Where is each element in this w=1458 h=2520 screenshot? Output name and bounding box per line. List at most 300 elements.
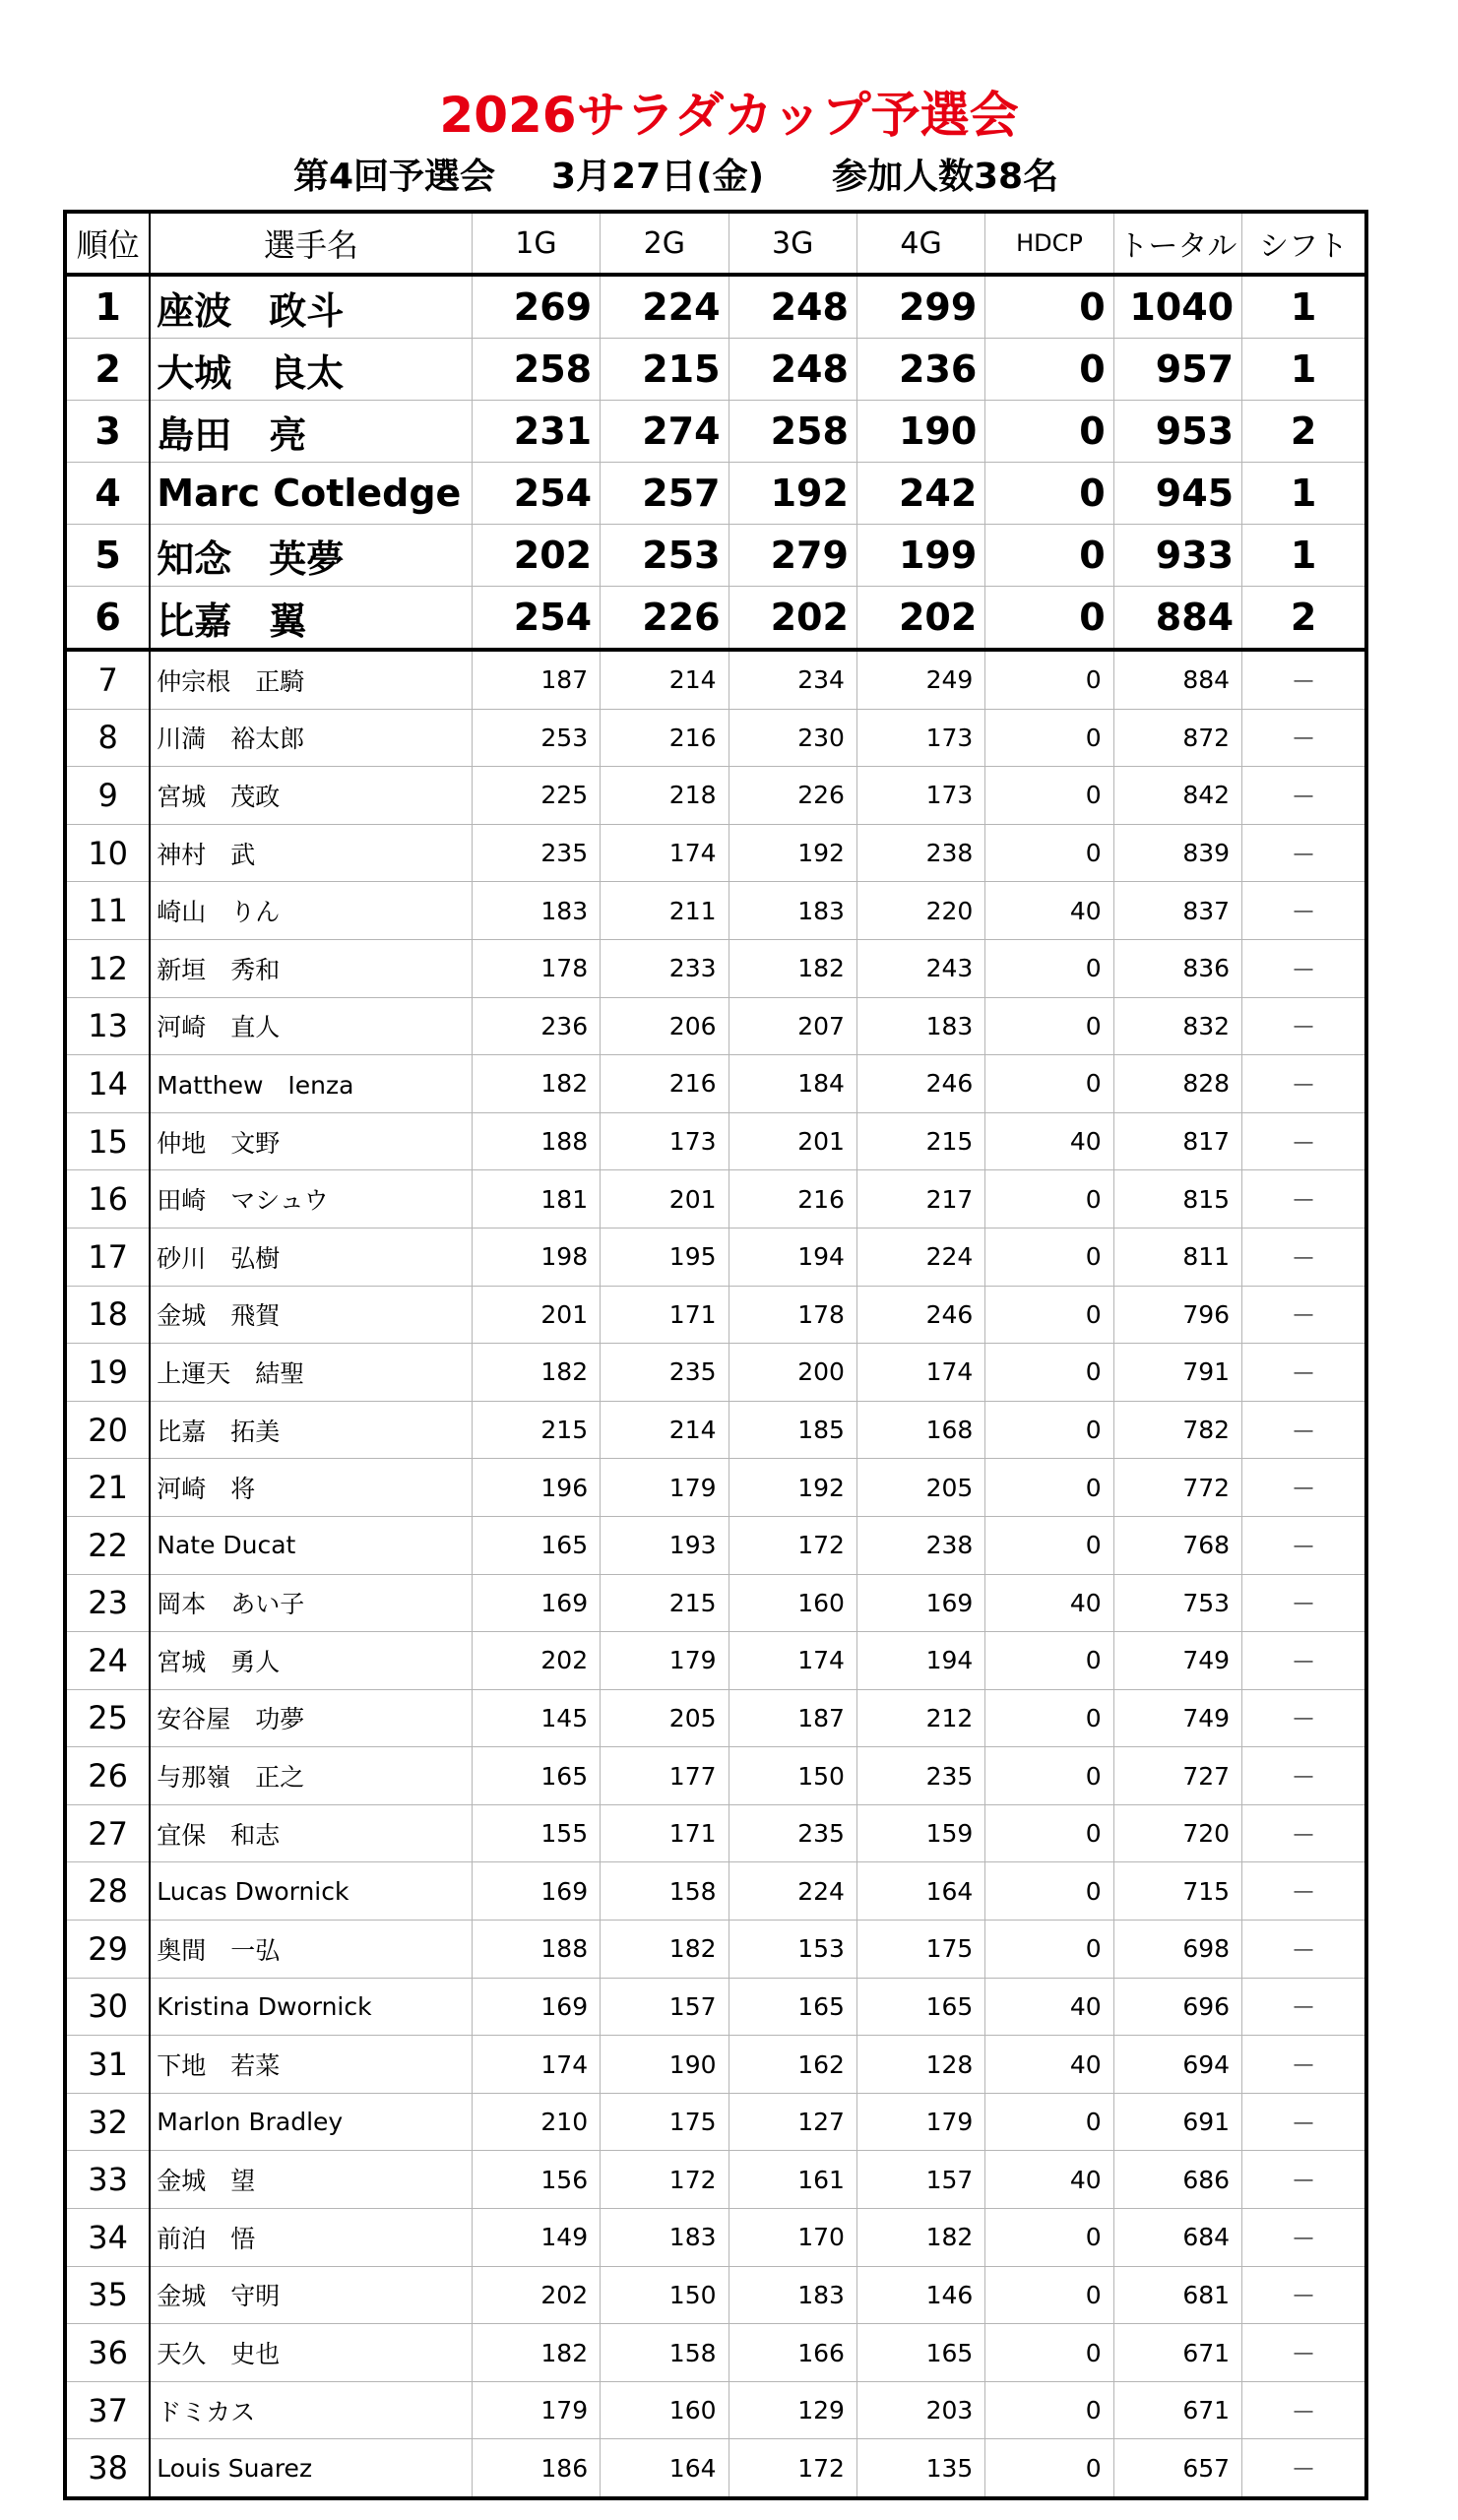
total-cell: 696 — [1113, 1978, 1241, 2036]
game3-cell: 178 — [729, 1286, 856, 1344]
game4-cell: 202 — [856, 587, 984, 651]
total-cell: 772 — [1113, 1459, 1241, 1517]
game4-cell: 165 — [856, 2324, 984, 2382]
total-cell: 657 — [1113, 2439, 1241, 2498]
total-cell: 953 — [1113, 401, 1241, 463]
hdcp-cell: 0 — [985, 1689, 1113, 1747]
table-row — [65, 1055, 1366, 1113]
game4-cell: 135 — [856, 2439, 984, 2498]
game2-cell: 183 — [601, 2209, 729, 2267]
rank-cell: 15 — [65, 1112, 150, 1170]
rank-cell: 27 — [65, 1804, 150, 1862]
game2-cell: 150 — [601, 2266, 729, 2324]
page-title: 2026サラダカップ予選会 — [439, 87, 1019, 144]
hdcp-cell: 0 — [985, 587, 1113, 651]
game4-cell: 212 — [856, 1689, 984, 1747]
shift-cell: 1 — [1242, 339, 1366, 401]
game1-cell: 149 — [472, 2209, 600, 2267]
name-cell: 上運天 結聖 — [150, 1344, 472, 1402]
name-cell: 宮城 勇人 — [150, 1632, 472, 1690]
game1-cell: 254 — [472, 463, 600, 525]
hdcp-cell: 40 — [985, 1978, 1113, 2036]
name-cell: 比嘉 拓美 — [150, 1401, 472, 1459]
game2-cell: 157 — [601, 1978, 729, 2036]
table-row — [65, 1401, 1366, 1459]
name-cell: 与那嶺 正之 — [150, 1747, 472, 1805]
total-cell: 782 — [1113, 1401, 1241, 1459]
table-row — [65, 1689, 1366, 1747]
table-row — [65, 1632, 1366, 1690]
total-cell: 811 — [1113, 1228, 1241, 1286]
col-header-total: トータル — [1113, 212, 1241, 275]
game3-cell: 187 — [729, 1689, 856, 1747]
game1-cell: 178 — [472, 939, 600, 997]
game3-cell: 226 — [729, 767, 856, 825]
total-cell: 839 — [1113, 824, 1241, 882]
rank-cell: 19 — [65, 1344, 150, 1402]
game1-cell: 254 — [472, 587, 600, 651]
total-cell: 945 — [1113, 463, 1241, 525]
table-row — [65, 339, 1366, 401]
game4-cell: 238 — [856, 824, 984, 882]
rank-cell: 26 — [65, 1747, 150, 1805]
table-row — [65, 525, 1366, 587]
name-cell: 知念 英夢 — [150, 525, 472, 587]
game4-cell: 175 — [856, 1921, 984, 1979]
game4-cell: 243 — [856, 939, 984, 997]
game2-cell: 235 — [601, 1344, 729, 1402]
hdcp-cell: 40 — [985, 2151, 1113, 2209]
game3-cell: 166 — [729, 2324, 856, 2382]
game3-cell: 216 — [729, 1170, 856, 1228]
shift-cell: － — [1242, 767, 1366, 825]
name-cell: 金城 望 — [150, 2151, 472, 2209]
rank-cell: 8 — [65, 709, 150, 767]
game3-cell: 235 — [729, 1804, 856, 1862]
table-row — [65, 2093, 1366, 2151]
game3-cell: 172 — [729, 2439, 856, 2498]
total-cell: 933 — [1113, 525, 1241, 587]
shift-cell: － — [1242, 1804, 1366, 1862]
hdcp-cell: 0 — [985, 1344, 1113, 1402]
hdcp-cell: 0 — [985, 525, 1113, 587]
game2-cell: 171 — [601, 1804, 729, 1862]
col-header-1g: 1G — [472, 212, 600, 275]
game4-cell: 217 — [856, 1170, 984, 1228]
game1-cell: 155 — [472, 1804, 600, 1862]
game3-cell: 279 — [729, 525, 856, 587]
game3-cell: 192 — [729, 1459, 856, 1517]
rank-cell: 29 — [65, 1921, 150, 1979]
game4-cell: 199 — [856, 525, 984, 587]
total-cell: 837 — [1113, 882, 1241, 940]
game2-cell: 173 — [601, 1112, 729, 1170]
game2-cell: 158 — [601, 2324, 729, 2382]
table-row — [65, 1921, 1366, 1979]
col-header-hdcp: HDCP — [985, 212, 1113, 275]
game4-cell: 165 — [856, 1978, 984, 2036]
results-table — [63, 210, 1368, 2500]
hdcp-cell: 0 — [985, 767, 1113, 825]
game4-cell: 173 — [856, 767, 984, 825]
name-cell: Kristina Dwornick — [150, 1978, 472, 2036]
header-row — [65, 212, 1366, 275]
name-cell: ドミカス — [150, 2381, 472, 2439]
game2-cell: 172 — [601, 2151, 729, 2209]
game3-cell: 127 — [729, 2093, 856, 2151]
game3-cell: 174 — [729, 1632, 856, 1690]
rank-cell: 11 — [65, 882, 150, 940]
game4-cell: 220 — [856, 882, 984, 940]
game2-cell: 190 — [601, 2036, 729, 2094]
rank-cell: 35 — [65, 2266, 150, 2324]
rank-cell: 20 — [65, 1401, 150, 1459]
name-cell: Nate Ducat — [150, 1516, 472, 1574]
table-row — [65, 587, 1366, 651]
hdcp-cell: 0 — [985, 1401, 1113, 1459]
game2-cell: 224 — [601, 275, 729, 339]
hdcp-cell: 0 — [985, 401, 1113, 463]
game2-cell: 193 — [601, 1516, 729, 1574]
table-row — [65, 767, 1366, 825]
game4-cell: 173 — [856, 709, 984, 767]
hdcp-cell: 0 — [985, 339, 1113, 401]
game1-cell: 269 — [472, 275, 600, 339]
game4-cell: 238 — [856, 1516, 984, 1574]
game1-cell: 253 — [472, 709, 600, 767]
shift-cell: － — [1242, 1344, 1366, 1402]
total-cell: 715 — [1113, 1862, 1241, 1921]
name-cell: Lucas Dwornick — [150, 1862, 472, 1921]
total-cell: 749 — [1113, 1689, 1241, 1747]
game2-cell: 214 — [601, 650, 729, 709]
shift-cell: － — [1242, 1574, 1366, 1632]
table-row — [65, 1170, 1366, 1228]
table-row — [65, 1286, 1366, 1344]
game3-cell: 194 — [729, 1228, 856, 1286]
table-row — [65, 401, 1366, 463]
total-cell: 884 — [1113, 650, 1241, 709]
game3-cell: 153 — [729, 1921, 856, 1979]
game1-cell: 169 — [472, 1978, 600, 2036]
results-body — [65, 275, 1366, 2498]
game1-cell: 188 — [472, 1921, 600, 1979]
name-cell: 天久 史也 — [150, 2324, 472, 2382]
shift-cell: － — [1242, 1689, 1366, 1747]
game4-cell: 236 — [856, 339, 984, 401]
shift-cell: － — [1242, 2036, 1366, 2094]
round-label: 第4回予選会 — [293, 157, 496, 197]
total-cell: 671 — [1113, 2324, 1241, 2382]
shift-cell: － — [1242, 2324, 1366, 2382]
game1-cell: 202 — [472, 525, 600, 587]
game2-cell: 274 — [601, 401, 729, 463]
game2-cell: 164 — [601, 2439, 729, 2498]
event-date: 3月27日(金) — [551, 157, 765, 197]
hdcp-cell: 0 — [985, 1804, 1113, 1862]
table-row — [65, 939, 1366, 997]
rank-cell: 22 — [65, 1516, 150, 1574]
game3-cell: 150 — [729, 1747, 856, 1805]
shift-cell: － — [1242, 650, 1366, 709]
rank-cell: 7 — [65, 650, 150, 709]
table-row — [65, 2036, 1366, 2094]
game1-cell: 165 — [472, 1747, 600, 1805]
game3-cell: 258 — [729, 401, 856, 463]
game3-cell: 207 — [729, 997, 856, 1055]
game1-cell: 165 — [472, 1516, 600, 1574]
shift-cell: － — [1242, 709, 1366, 767]
hdcp-cell: 0 — [985, 997, 1113, 1055]
table-row — [65, 1228, 1366, 1286]
game3-cell: 192 — [729, 463, 856, 525]
rank-cell: 10 — [65, 824, 150, 882]
game1-cell: 169 — [472, 1574, 600, 1632]
shift-cell: － — [1242, 2151, 1366, 2209]
table-row — [65, 463, 1366, 525]
rank-cell: 24 — [65, 1632, 150, 1690]
col-header-name: 選手名 — [150, 212, 472, 275]
game4-cell: 235 — [856, 1747, 984, 1805]
name-cell: 河崎 将 — [150, 1459, 472, 1517]
game2-cell: 206 — [601, 997, 729, 1055]
hdcp-cell: 0 — [985, 939, 1113, 997]
game2-cell: 182 — [601, 1921, 729, 1979]
game2-cell: 216 — [601, 709, 729, 767]
rank-cell: 9 — [65, 767, 150, 825]
game3-cell: 183 — [729, 882, 856, 940]
name-cell: 砂川 弘樹 — [150, 1228, 472, 1286]
name-cell: 宮城 茂政 — [150, 767, 472, 825]
game1-cell: 236 — [472, 997, 600, 1055]
game2-cell: 253 — [601, 525, 729, 587]
name-cell: 比嘉 翼 — [150, 587, 472, 651]
total-cell: 691 — [1113, 2093, 1241, 2151]
table-row — [65, 1574, 1366, 1632]
game3-cell: 182 — [729, 939, 856, 997]
table-row — [65, 2209, 1366, 2267]
game4-cell: 164 — [856, 1862, 984, 1921]
game2-cell: 160 — [601, 2381, 729, 2439]
total-cell: 791 — [1113, 1344, 1241, 1402]
rank-cell: 32 — [65, 2093, 150, 2151]
game4-cell: 183 — [856, 997, 984, 1055]
table-row — [65, 997, 1366, 1055]
game2-cell: 195 — [601, 1228, 729, 1286]
hdcp-cell: 0 — [985, 1862, 1113, 1921]
name-cell: 座波 政斗 — [150, 275, 472, 339]
game1-cell: 187 — [472, 650, 600, 709]
game2-cell: 257 — [601, 463, 729, 525]
game2-cell: 174 — [601, 824, 729, 882]
rank-cell: 2 — [65, 339, 150, 401]
rank-cell: 16 — [65, 1170, 150, 1228]
table-row — [65, 2151, 1366, 2209]
shift-cell: － — [1242, 939, 1366, 997]
game3-cell: 248 — [729, 275, 856, 339]
game2-cell: 179 — [601, 1632, 729, 1690]
total-cell: 694 — [1113, 2036, 1241, 2094]
game4-cell: 242 — [856, 463, 984, 525]
shift-cell: － — [1242, 1112, 1366, 1170]
shift-cell: － — [1242, 1459, 1366, 1517]
shift-cell: － — [1242, 1401, 1366, 1459]
rank-cell: 30 — [65, 1978, 150, 2036]
game4-cell: 194 — [856, 1632, 984, 1690]
shift-cell: － — [1242, 824, 1366, 882]
hdcp-cell: 0 — [985, 1055, 1113, 1113]
game1-cell: 156 — [472, 2151, 600, 2209]
game2-cell: 218 — [601, 767, 729, 825]
hdcp-cell: 0 — [985, 2093, 1113, 2151]
name-cell: Louis Suarez — [150, 2439, 472, 2498]
table-row — [65, 2266, 1366, 2324]
table-row — [65, 2439, 1366, 2498]
shift-cell: － — [1242, 1862, 1366, 1921]
game1-cell: 198 — [472, 1228, 600, 1286]
game2-cell: 211 — [601, 882, 729, 940]
game2-cell: 201 — [601, 1170, 729, 1228]
game4-cell: 299 — [856, 275, 984, 339]
game2-cell: 171 — [601, 1286, 729, 1344]
total-cell: 698 — [1113, 1921, 1241, 1979]
total-cell: 720 — [1113, 1804, 1241, 1862]
col-header-3g: 3G — [729, 212, 856, 275]
total-cell: 872 — [1113, 709, 1241, 767]
game3-cell: 201 — [729, 1112, 856, 1170]
game3-cell: 202 — [729, 587, 856, 651]
game3-cell: 172 — [729, 1516, 856, 1574]
col-header-4g: 4G — [856, 212, 984, 275]
hdcp-cell: 0 — [985, 2324, 1113, 2382]
game4-cell: 203 — [856, 2381, 984, 2439]
game2-cell: 179 — [601, 1459, 729, 1517]
game4-cell: 179 — [856, 2093, 984, 2151]
game1-cell: 188 — [472, 1112, 600, 1170]
game4-cell: 215 — [856, 1112, 984, 1170]
game1-cell: 235 — [472, 824, 600, 882]
total-cell: 796 — [1113, 1286, 1241, 1344]
game1-cell: 183 — [472, 882, 600, 940]
game1-cell: 202 — [472, 2266, 600, 2324]
name-cell: 新垣 秀和 — [150, 939, 472, 997]
game4-cell: 168 — [856, 1401, 984, 1459]
hdcp-cell: 40 — [985, 2036, 1113, 2094]
game3-cell: 160 — [729, 1574, 856, 1632]
game4-cell: 128 — [856, 2036, 984, 2094]
rank-cell: 4 — [65, 463, 150, 525]
shift-cell: 1 — [1242, 525, 1366, 587]
hdcp-cell: 0 — [985, 2381, 1113, 2439]
game1-cell: 231 — [472, 401, 600, 463]
total-cell: 753 — [1113, 1574, 1241, 1632]
game1-cell: 202 — [472, 1632, 600, 1690]
total-cell: 684 — [1113, 2209, 1241, 2267]
shift-cell: 2 — [1242, 401, 1366, 463]
name-cell: 川満 裕太郎 — [150, 709, 472, 767]
shift-cell: － — [1242, 2093, 1366, 2151]
game2-cell: 215 — [601, 1574, 729, 1632]
shift-cell: － — [1242, 1632, 1366, 1690]
game2-cell: 175 — [601, 2093, 729, 2151]
rank-cell: 37 — [65, 2381, 150, 2439]
total-cell: 681 — [1113, 2266, 1241, 2324]
table-row — [65, 2324, 1366, 2382]
game3-cell: 248 — [729, 339, 856, 401]
game4-cell: 246 — [856, 1286, 984, 1344]
name-cell: Marc Cotledge — [150, 463, 472, 525]
game3-cell: 234 — [729, 650, 856, 709]
table-row — [65, 2381, 1366, 2439]
table-row — [65, 709, 1366, 767]
name-cell: 下地 若菜 — [150, 2036, 472, 2094]
total-cell: 1040 — [1113, 275, 1241, 339]
name-cell: 仲宗根 正騎 — [150, 650, 472, 709]
shift-cell: － — [1242, 2209, 1366, 2267]
table-row — [65, 650, 1366, 709]
shift-cell: － — [1242, 882, 1366, 940]
game4-cell: 249 — [856, 650, 984, 709]
game3-cell: 129 — [729, 2381, 856, 2439]
game3-cell: 200 — [729, 1344, 856, 1402]
game3-cell: 165 — [729, 1978, 856, 2036]
name-cell: 仲地 文野 — [150, 1112, 472, 1170]
game1-cell: 169 — [472, 1862, 600, 1921]
game1-cell: 215 — [472, 1401, 600, 1459]
total-cell: 749 — [1113, 1632, 1241, 1690]
total-cell: 832 — [1113, 997, 1241, 1055]
name-cell: 崎山 りん — [150, 882, 472, 940]
name-cell: 奥間 一弘 — [150, 1921, 472, 1979]
hdcp-cell: 0 — [985, 1632, 1113, 1690]
game1-cell: 182 — [472, 2324, 600, 2382]
game1-cell: 196 — [472, 1459, 600, 1517]
rank-cell: 28 — [65, 1862, 150, 1921]
game2-cell: 205 — [601, 1689, 729, 1747]
shift-cell: － — [1242, 997, 1366, 1055]
game2-cell: 177 — [601, 1747, 729, 1805]
game2-cell: 158 — [601, 1862, 729, 1921]
game3-cell: 183 — [729, 2266, 856, 2324]
game4-cell: 169 — [856, 1574, 984, 1632]
game4-cell: 182 — [856, 2209, 984, 2267]
total-cell: 828 — [1113, 1055, 1241, 1113]
col-header-shift: シフト — [1242, 212, 1366, 275]
total-cell: 815 — [1113, 1170, 1241, 1228]
table-row — [65, 1344, 1366, 1402]
rank-cell: 1 — [65, 275, 150, 339]
rank-cell: 21 — [65, 1459, 150, 1517]
hdcp-cell: 40 — [985, 1574, 1113, 1632]
total-cell: 671 — [1113, 2381, 1241, 2439]
game4-cell: 246 — [856, 1055, 984, 1113]
shift-cell: 2 — [1242, 587, 1366, 651]
name-cell: 大城 良太 — [150, 339, 472, 401]
rank-cell: 14 — [65, 1055, 150, 1113]
game3-cell: 192 — [729, 824, 856, 882]
hdcp-cell: 0 — [985, 709, 1113, 767]
rank-cell: 3 — [65, 401, 150, 463]
game2-cell: 214 — [601, 1401, 729, 1459]
subtitle — [0, 148, 1458, 207]
hdcp-cell: 0 — [985, 1459, 1113, 1517]
game2-cell: 233 — [601, 939, 729, 997]
rank-cell: 31 — [65, 2036, 150, 2094]
game4-cell: 174 — [856, 1344, 984, 1402]
total-cell: 836 — [1113, 939, 1241, 997]
hdcp-cell: 0 — [985, 1170, 1113, 1228]
table-row — [65, 1862, 1366, 1921]
